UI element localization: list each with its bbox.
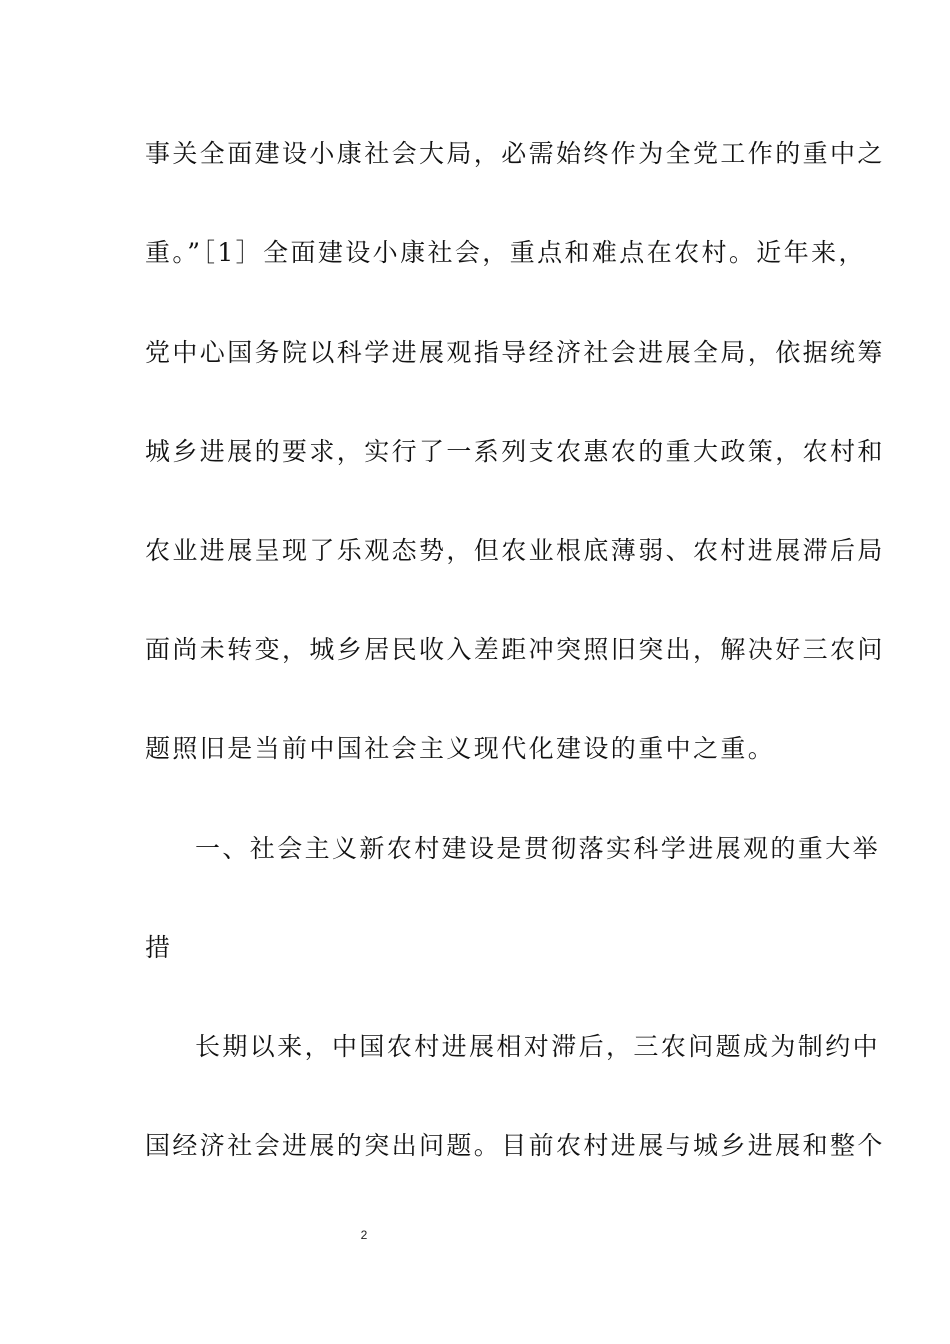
- text-line: 重。”［1］全面建设小康社会，重点和难点在农村。近年来，: [145, 238, 866, 267]
- section-heading: 一、社会主义新农村建设是贯彻落实科学进展观的重大举: [195, 834, 881, 863]
- text-line: 党中心国务院以科学进展观指导经济社会进展全局，依据统筹: [145, 338, 885, 367]
- text-line: 城乡进展的要求，实行了一系列支农惠农的重大政策，农村和: [145, 437, 885, 466]
- text-line: 面尚未转变，城乡居民收入差距冲突照旧突出，解决好三农问: [145, 635, 885, 664]
- paragraph-line: 长期以来，中国农村进展相对滞后，三农问题成为制约中: [195, 1032, 881, 1061]
- paragraph-line: 国经济社会进展的突出问题。目前农村进展与城乡进展和整个: [145, 1131, 885, 1160]
- page-number: 2: [360, 1228, 368, 1242]
- text-line: 农业进展呈现了乐观态势，但农业根底薄弱、农村进展滞后局: [145, 536, 885, 565]
- section-heading-continuation: 措: [145, 933, 173, 962]
- text-line: 事关全面建设小康社会大局，必需始终作为全党工作的重中之: [145, 139, 885, 168]
- text-line: 题照旧是当前中国社会主义现代化建设的重中之重。: [145, 734, 776, 763]
